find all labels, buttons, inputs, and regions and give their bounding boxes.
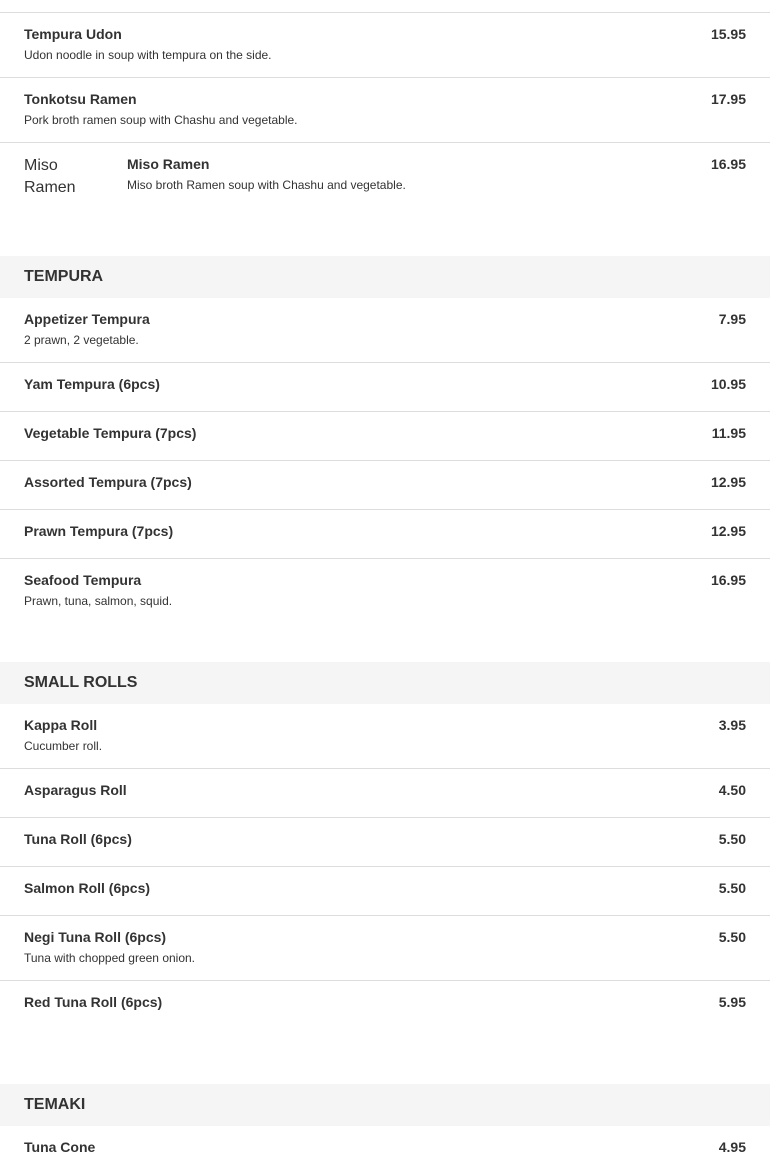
menu-item-miso-ramen[interactable] — [0, 143, 770, 256]
section-header-small-rolls: SMALL ROLLS — [0, 662, 770, 704]
item-name: Salmon Roll (6pcs) — [24, 880, 151, 896]
item-image-alt-text: Miso Ramen — [24, 157, 76, 196]
section-header-temaki: TEMAKI — [0, 1084, 770, 1126]
item-description: Tuna with chopped green onion. — [24, 951, 196, 965]
item-price: 12.95 — [710, 523, 746, 539]
item-name: Vegetable Tempura (7pcs) — [24, 425, 197, 441]
menu-item-tempura-udon[interactable] — [0, 13, 770, 78]
item-description: Miso broth Ramen soup with Chashu and vegetable. — [127, 178, 406, 192]
item-name: Tuna Cone — [24, 1139, 96, 1155]
item-description: 2 prawn, 2 vegetable. — [24, 333, 139, 347]
item-price: 5.50 — [718, 929, 746, 945]
item-price: 16.95 — [710, 156, 746, 172]
menu-item-red-tuna-roll[interactable] — [0, 981, 770, 1084]
menu-item-salmon-roll[interactable] — [0, 867, 770, 916]
item-description: Cucumber roll. — [24, 739, 103, 753]
item-price: 16.95 — [710, 572, 746, 588]
item-price: 5.50 — [718, 880, 746, 896]
item-name: Negi Tuna Roll (6pcs) — [24, 929, 167, 945]
item-description: Prawn, tuna, salmon, squid. — [24, 594, 173, 608]
item-price: 5.50 — [718, 831, 746, 847]
menu-item-vegetable-tempura[interactable] — [0, 412, 770, 461]
item-price: 7.95 — [718, 311, 746, 327]
menu-item-tonkotsu-ramen[interactable] — [0, 78, 770, 143]
item-name: Kappa Roll — [24, 717, 98, 733]
item-name: Tuna Roll (6pcs) — [24, 831, 132, 847]
item-name: Miso Ramen — [127, 156, 210, 172]
menu-item-tuna-roll[interactable] — [0, 818, 770, 867]
menu-item-tuna-cone[interactable] — [0, 1126, 770, 1175]
item-description: Pork broth ramen soup with Chashu and vegetable. — [24, 113, 298, 127]
item-name: Yam Tempura (6pcs) — [24, 376, 160, 392]
menu-item-seafood-tempura[interactable] — [0, 559, 770, 662]
menu-item-asparagus-roll[interactable] — [0, 769, 770, 818]
item-price: 3.95 — [718, 717, 746, 733]
item-price: 10.95 — [710, 376, 746, 392]
top-divider — [0, 0, 770, 13]
menu-item-prawn-tempura[interactable] — [0, 510, 770, 559]
item-name: Assorted Tempura (7pcs) — [24, 474, 192, 490]
menu-item-yam-tempura[interactable] — [0, 363, 770, 412]
menu-item-kappa-roll[interactable] — [0, 704, 770, 769]
item-name: Appetizer Tempura — [24, 311, 150, 327]
item-price: 4.50 — [718, 782, 746, 798]
menu-item-assorted-tempura[interactable] — [0, 461, 770, 510]
item-name: Tonkotsu Ramen — [24, 91, 137, 107]
item-name: Prawn Tempura (7pcs) — [24, 523, 174, 539]
menu-item-negi-tuna-roll[interactable] — [0, 916, 770, 981]
item-name: Tempura Udon — [24, 26, 122, 42]
item-price: 17.95 — [710, 91, 746, 107]
item-price: 15.95 — [710, 26, 746, 42]
item-price: 11.95 — [711, 425, 746, 441]
item-name: Asparagus Roll — [24, 782, 127, 798]
item-name: Seafood Tempura — [24, 572, 142, 588]
item-description: Udon noodle in soup with tempura on the side. — [24, 48, 272, 62]
section-header-tempura: TEMPURA — [0, 256, 770, 298]
item-name: Red Tuna Roll (6pcs) — [24, 994, 163, 1010]
menu-item-appetizer-tempura[interactable] — [0, 298, 770, 363]
item-price: 5.95 — [718, 994, 746, 1010]
item-price: 12.95 — [710, 474, 746, 490]
item-image[interactable] — [24, 155, 104, 215]
item-price: 4.95 — [718, 1139, 746, 1155]
